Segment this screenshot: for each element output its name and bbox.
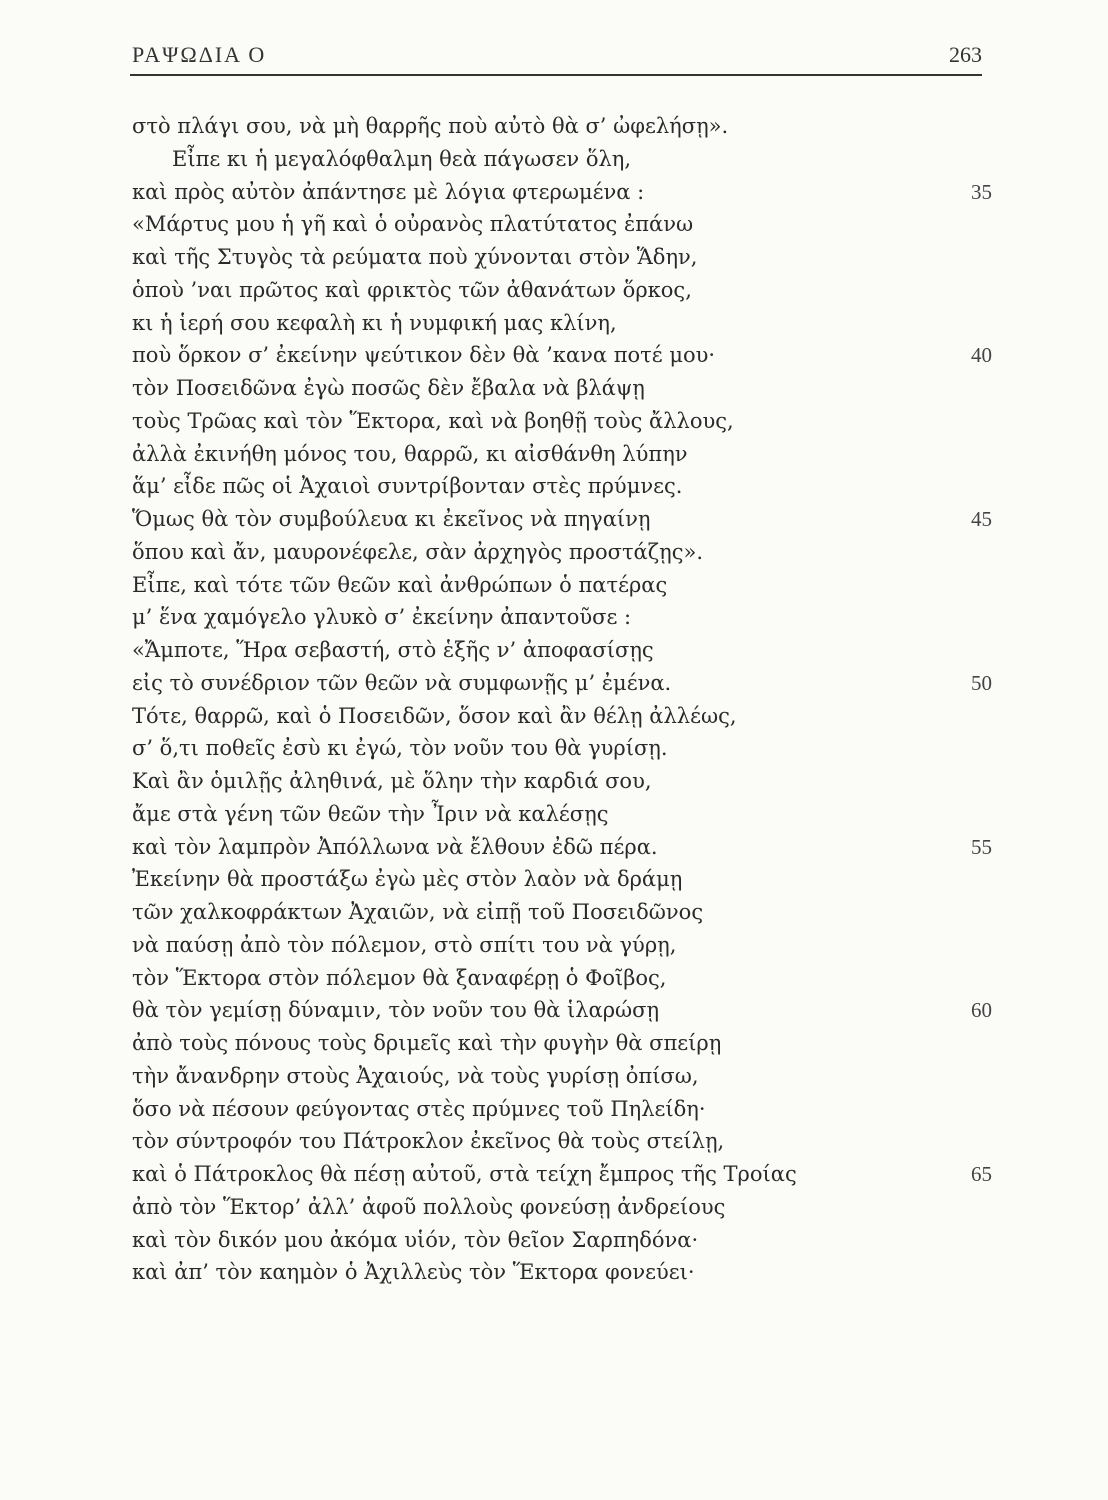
verse-line-text: μ’ ἕνα χαμόγελο γλυκὸ σ’ ἐκείνην ἀπαντοῦσε :: [132, 605, 632, 630]
verse-line-text: θὰ τὸν γεμίσῃ δύναμιν, τὸν νοῦν του θὰ ἱλαρώσῃ: [132, 998, 660, 1023]
verse-line: [132, 569, 992, 602]
verse-line-text: κι ἡ ἱερή σου κεφαλὴ κι ἡ νυμφική μας κλίνη,: [132, 310, 617, 335]
verse-line-text: ποὺ ὅρκον σ’ ἐκείνην ψεύτικον δὲν θὰ ’κανα ποτέ μου·: [132, 343, 716, 368]
verse-line-text: καὶ ἀπ’ τὸν καημὸν ὁ Ἀχιλλεὺς τὸν Ἕκτορα φονεύει·: [132, 1260, 695, 1285]
verse-line: [132, 1158, 992, 1191]
verse-line-text: Τότε, θαρρῶ, καὶ ὁ Ποσειδῶν, ὅσον καὶ ἂν θέλῃ ἀλλέως,: [132, 703, 737, 728]
verse-line: [132, 405, 992, 438]
verse-line-text: ἀπὸ τοὺς πόνους τοὺς δριμεῖς καὶ τὴν φυγὴν θὰ σπείρῃ: [132, 1031, 722, 1055]
verse-line: [132, 241, 992, 274]
verse-line-text: Ἐκείνην θὰ προστάξω ἐγὼ μὲς στὸν λαὸν νὰ δράμῃ: [132, 867, 683, 892]
verse-line-text: Εἶπε, καὶ τότε τῶν θεῶν καὶ ἀνθρώπων ὁ πατέρας: [132, 572, 668, 597]
verse-line-text: νὰ παύσῃ ἀπὸ τὸν πόλεμον, στὸ σπίτι του νὰ γύρῃ,: [132, 932, 677, 957]
line-number: 40: [971, 343, 992, 368]
verse-line-text: εἰς τὸ συνέδριον τῶν θεῶν νὰ συμφωνῇς μ’ ἐμένα.: [132, 670, 672, 695]
verse-line-text: καὶ ὁ Πάτροκλος θὰ πέσῃ αὐτοῦ, στὰ τείχη ἔμπρος τῆς Τροίας: [132, 1162, 797, 1186]
verse-line-text: Ὅμως θὰ τὸν συμβούλευα κι ἐκεῖνος νὰ πηγαίνῃ: [132, 507, 651, 531]
line-number: 35: [971, 179, 992, 204]
verse-line: [132, 470, 992, 503]
verse-line: [132, 1060, 992, 1093]
verse-line-text: τοὺς Τρῶας καὶ τὸν Ἕκτορα, καὶ νὰ βοηθῇ τοὺς ἄλλους,: [132, 408, 734, 433]
line-number: 55: [971, 834, 992, 859]
verse-text: [132, 110, 992, 1289]
verse-line: [132, 1027, 992, 1060]
verse-line-text: ὁποὺ ’ναι πρῶτος καὶ φρικτὸς τῶν ἀθανάτων ὅρκος,: [132, 277, 692, 302]
verse-line: [132, 700, 992, 733]
verse-line-text: καὶ τῆς Στυγὸς τὰ ρεύματα ποὺ χύνονται στὸν Ἅδην,: [132, 245, 698, 269]
verse-line-text: στὸ πλάγι σου, νὰ μὴ θαρρῆς ποὺ αὐτὸ θὰ σ’ ὠφελήσῃ».: [132, 114, 729, 138]
verse-line: [132, 274, 992, 307]
verse-line-text: σ’ ὅ,τι ποθεῖς ἐσὺ κι ἐγώ, τὸν νοῦν του θὰ γυρίσῃ.: [132, 736, 668, 761]
verse-line: [132, 962, 992, 995]
verse-line-text: τῶν χαλκοφράκτων Ἀχαιῶν, νὰ εἰπῇ τοῦ Ποσειδῶνος: [132, 900, 704, 924]
verse-line: [132, 1125, 992, 1158]
verse-line: [132, 798, 992, 831]
verse-line-text: ἀλλὰ ἐκινήθη μόνος του, θαρρῶ, κι αἰσθάνθη λύπην: [132, 441, 688, 466]
verse-line-text: «Μάρτυς μου ἡ γῆ καὶ ὁ οὐρανὸς πλατύτατος ἐπάνω: [132, 212, 694, 237]
running-title: ΡΑΨΩΔΙΑ Ο: [132, 42, 267, 67]
verse-line: [132, 831, 992, 864]
line-number: 45: [971, 507, 992, 531]
verse-line: [132, 372, 992, 405]
verse-line-text: τὴν ἄνανδρην στοὺς Ἀχαιούς, νὰ τοὺς γυρίσῃ ὀπίσω,: [132, 1063, 699, 1088]
verse-line: [132, 307, 992, 340]
page-number: 263: [949, 42, 982, 67]
verse-line-text: καὶ πρὸς αὐτὸν ἀπάντησε μὲ λόγια φτερωμένα :: [132, 179, 645, 204]
verse-line: [132, 863, 992, 896]
verse-line-text: καὶ τὸν λαμπρὸν Ἀπόλλωνα νὰ ἔλθουν ἐδῶ πέρα.: [132, 834, 658, 859]
verse-line-text: τὸν Ποσειδῶνα ἐγὼ ποσῶς δὲν ἔβαλα νὰ βλάψῃ: [132, 376, 645, 400]
verse-line: [132, 176, 992, 209]
verse-line: [132, 1224, 992, 1257]
verse-line: [132, 536, 992, 569]
verse-line-text: ἅμ’ εἶδε πῶς οἱ Ἀχαιοὶ συντρίβονταν στὲς πρύμνες.: [132, 474, 683, 499]
line-number: 65: [971, 1162, 992, 1186]
page-header: [130, 38, 982, 76]
verse-line: [132, 667, 992, 700]
verse-line: [132, 732, 992, 765]
verse-line: [132, 634, 992, 667]
verse-line-text: ἀπὸ τὸν Ἕκτορ’ ἀλλ’ ἀφοῦ πολλοὺς φονεύσῃ ἀνδρείους: [132, 1194, 726, 1219]
verse-line: [132, 110, 992, 143]
verse-line-text: ἄμε στὰ γένη τῶν θεῶν τὴν Ἶριν νὰ καλέσῃς: [132, 801, 609, 826]
verse-line: [132, 1191, 992, 1224]
verse-line: [132, 208, 992, 241]
line-number: 60: [971, 998, 992, 1023]
verse-line: [132, 438, 992, 471]
verse-line: [132, 765, 992, 798]
verse-line-text: καὶ τὸν δικόν μου ἀκόμα υἱόν, τὸν θεῖον Σαρπηδόνα·: [132, 1227, 699, 1252]
verse-line: [132, 896, 992, 929]
verse-line: [132, 929, 992, 962]
verse-line-text: ὅσο νὰ πέσουν φεύγοντας στὲς πρύμνες τοῦ Πηλείδη·: [132, 1096, 706, 1121]
verse-line: [132, 339, 992, 372]
verse-line: [132, 994, 992, 1027]
verse-line-text: Εἶπε κι ἡ μεγαλόφθαλμη θεὰ πάγωσεν ὅλη,: [172, 146, 632, 171]
verse-line-text: «Ἄμποτε, Ἥρα σεβαστή, στὸ ἑξῆς ν’ ἀποφασίσῃς: [132, 638, 654, 662]
verse-line: [132, 503, 992, 536]
verse-line: [132, 1093, 992, 1126]
verse-line-text: ὅπου καὶ ἄν, μαυρονέφελε, σὰν ἀρχηγὸς προστάζῃς».: [132, 539, 703, 564]
verse-line-text: τὸν Ἕκτορα στὸν πόλεμον θὰ ξαναφέρῃ ὁ Φοῖβος,: [132, 965, 667, 990]
line-number: 50: [971, 670, 992, 695]
verse-line: [132, 1256, 992, 1289]
verse-line-text: τὸν σύντροφόν του Πάτροκλον ἐκεῖνος θὰ τοὺς στείλῃ,: [132, 1129, 725, 1154]
verse-line: [132, 601, 992, 634]
verse-line-text: Καὶ ἂν ὁμιλῇς ἀληθινά, μὲ ὅλην τὴν καρδιά σου,: [132, 769, 652, 793]
verse-line: [132, 143, 992, 176]
